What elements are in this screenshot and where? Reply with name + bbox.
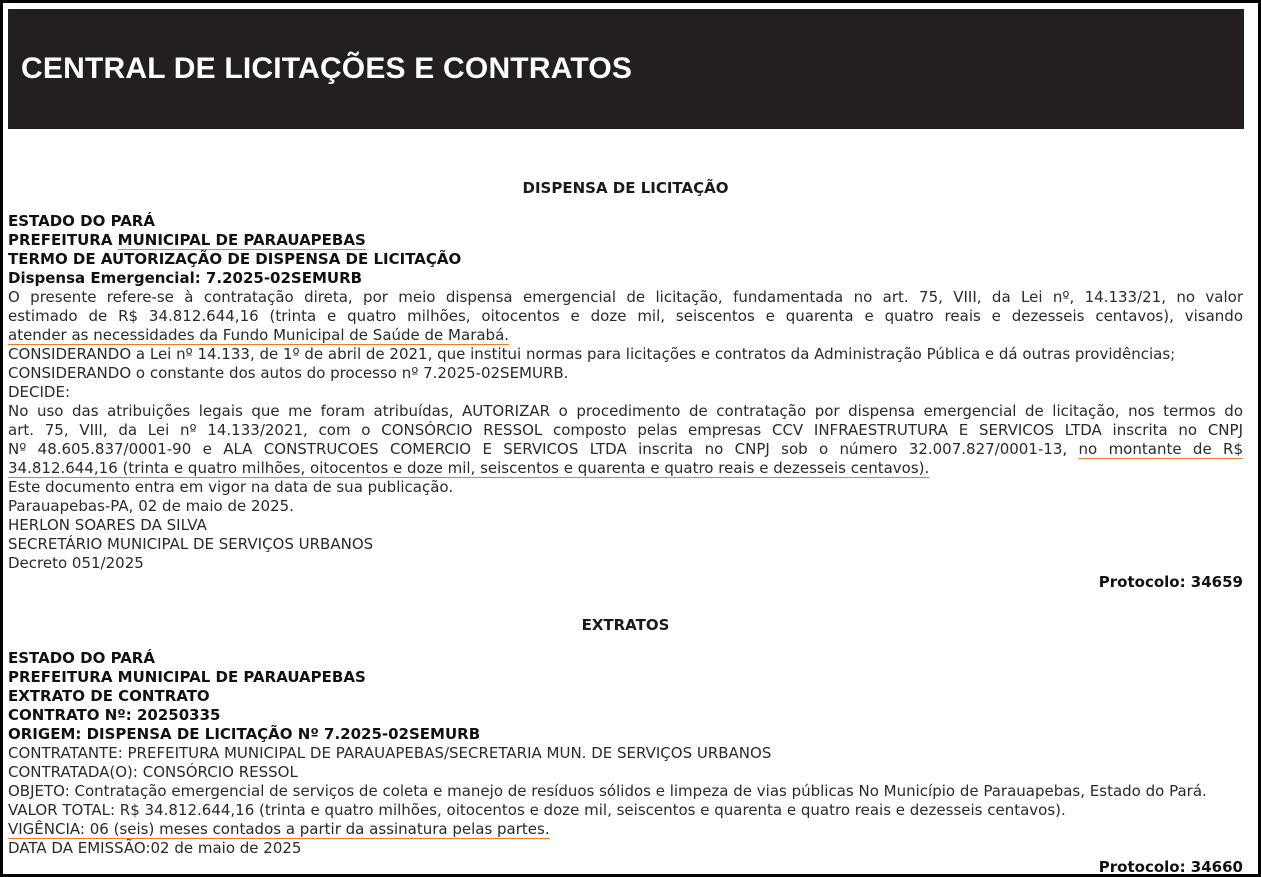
dispensa-section-title-wrap: [8, 179, 1243, 197]
local-data-line: Parauapebas-PA, 02 de maio de 2025.: [8, 497, 294, 515]
extratos-section-title-wrap: [8, 616, 1243, 634]
objeto-line: OBJETO: Contratação emergencial de serviços de coleta e manejo de resíduos sólidos e limpeza de vias públicas No Município de Parauapebas, Estado do Pará.: [8, 782, 1207, 800]
valor-total-line: VALOR TOTAL: R$ 34.812.644,16 (trinta e quatro milhões, oitocentos e doze mil, seiscentos e quarenta e quatro reais e dezesseis centavos).: [8, 801, 1066, 819]
page-title: CENTRAL DE LICITAÇÕES E CONTRATOS: [21, 52, 633, 85]
estado-heading: ESTADO DO PARÁ: [8, 649, 155, 667]
vigencia-line: [8, 820, 1243, 839]
decision-line: [8, 440, 1243, 459]
prefeitura-prefix: PREFEITURA: [8, 231, 118, 249]
signatory-name: HERLON SOARES DA SILVA: [8, 516, 207, 534]
extrato-type: EXTRATO DE CONTRATO: [8, 687, 210, 705]
termo-heading: TERMO DE AUTORIZAÇÃO DE DISPENSA DE LICITAÇÃO: [8, 250, 462, 268]
paragraph-line: O presente refere-se à contratação direta, por meio dispensa emergencial de licitação, fundamentada no art. 75, VIII, da Lei nº, 14.133/21, no valor: [8, 288, 1243, 306]
header-banner: [8, 9, 1244, 129]
contract-number: CONTRATO Nº: 20250335: [8, 706, 221, 724]
extratos-section: [8, 649, 1243, 877]
dispensa-section-title: DISPENSA DE LICITAÇÃO: [522, 179, 729, 197]
paragraph-line: [8, 326, 1243, 345]
estado-heading: ESTADO DO PARÁ: [8, 212, 155, 230]
decision-line: [8, 459, 1243, 478]
decree-line: Decreto 051/2025: [8, 554, 144, 572]
considerando-line: CONSIDERANDO o constante dos autos do processo nº 7.2025-02SEMURB.: [8, 364, 569, 382]
prefeitura-heading: PREFEITURA MUNICIPAL DE PARAUAPEBAS: [8, 668, 366, 686]
vigencia-highlight: VIGÊNCIA: 06 (seis) meses contados a partir da assinatura pelas partes.: [8, 820, 550, 838]
signatory-role: SECRETÁRIO MUNICIPAL DE SERVIÇOS URBANOS: [8, 535, 374, 553]
considerando-line: CONSIDERANDO a Lei nº 14.133, de 1º de abril de 2021, que institui normas para licitações e contratos da Administração Pública e dá outras providências;: [8, 345, 1176, 363]
valor-highlight: 34.812.644,16 (trinta e quatro milhões, oitocentos e doze mil, seiscentos e quarenta e quatro reais e dezesseis centavos).: [8, 459, 930, 477]
paragraph-line: estimado de R$ 34.812.644,16 (trinta e quatro milhões, oitocentos e doze mil, seiscentos e quarenta e quatro reais e dezesseis centavos), visando: [8, 307, 1243, 325]
decision-line: art. 75, VIII, da Lei nº 14.133/2021, com o CONSÓRCIO RESSOL composto pelas empresas CCV INFRAESTRUTURA E SERVICOS LTDA inscrita no CNPJ: [8, 421, 1243, 439]
protocol-number: Protocolo: 34659: [1098, 573, 1243, 591]
vigor-line: Este documento entra em vigor na data de sua publicação.: [8, 478, 454, 496]
contratante-line: CONTRATANTE: PREFEITURA MUNICIPAL DE PARAUAPEBAS/SECRETARIA MUN. DE SERVIÇOS URBANOS: [8, 744, 772, 762]
origin-line: ORIGEM: DISPENSA DE LICITAÇÃO Nº 7.2025-02SEMURB: [8, 725, 481, 743]
necessidades-highlight: atender as necessidades da Fundo Municipal de Saúde de Marabá.: [8, 326, 510, 344]
montante-highlight: no montante de R$: [1078, 440, 1243, 458]
cnpj-text: Nº 48.605.837/0001-90 e ALA CONSTRUCOES COMERCIO E SERVICOS LTDA inscrita no CNPJ sob o número 32.007.827/0001-13,: [8, 440, 1079, 458]
dispensa-number: Dispensa Emergencial: 7.2025-02SEMURB: [8, 269, 363, 287]
contratada-line: CONTRATADA(O): CONSÓRCIO RESSOL: [8, 763, 298, 781]
prefeitura-highlight: MUNICIPAL DE PARAUAPEBAS: [117, 231, 366, 249]
prefeitura-heading: [8, 231, 1243, 250]
decide-label: DECIDE:: [8, 383, 71, 401]
extratos-section-title: EXTRATOS: [581, 616, 670, 634]
emission-date-line: DATA DA EMISSÃO:02 de maio de 2025: [8, 839, 302, 857]
decision-line: No uso das atribuições legais que me foram atribuídas, AUTORIZAR o procedimento de contratação por dispensa emergencial de licitação, nos termos do: [8, 402, 1243, 420]
protocol-number: Protocolo: 34660: [1098, 858, 1243, 876]
dispensa-section: [8, 212, 1243, 592]
